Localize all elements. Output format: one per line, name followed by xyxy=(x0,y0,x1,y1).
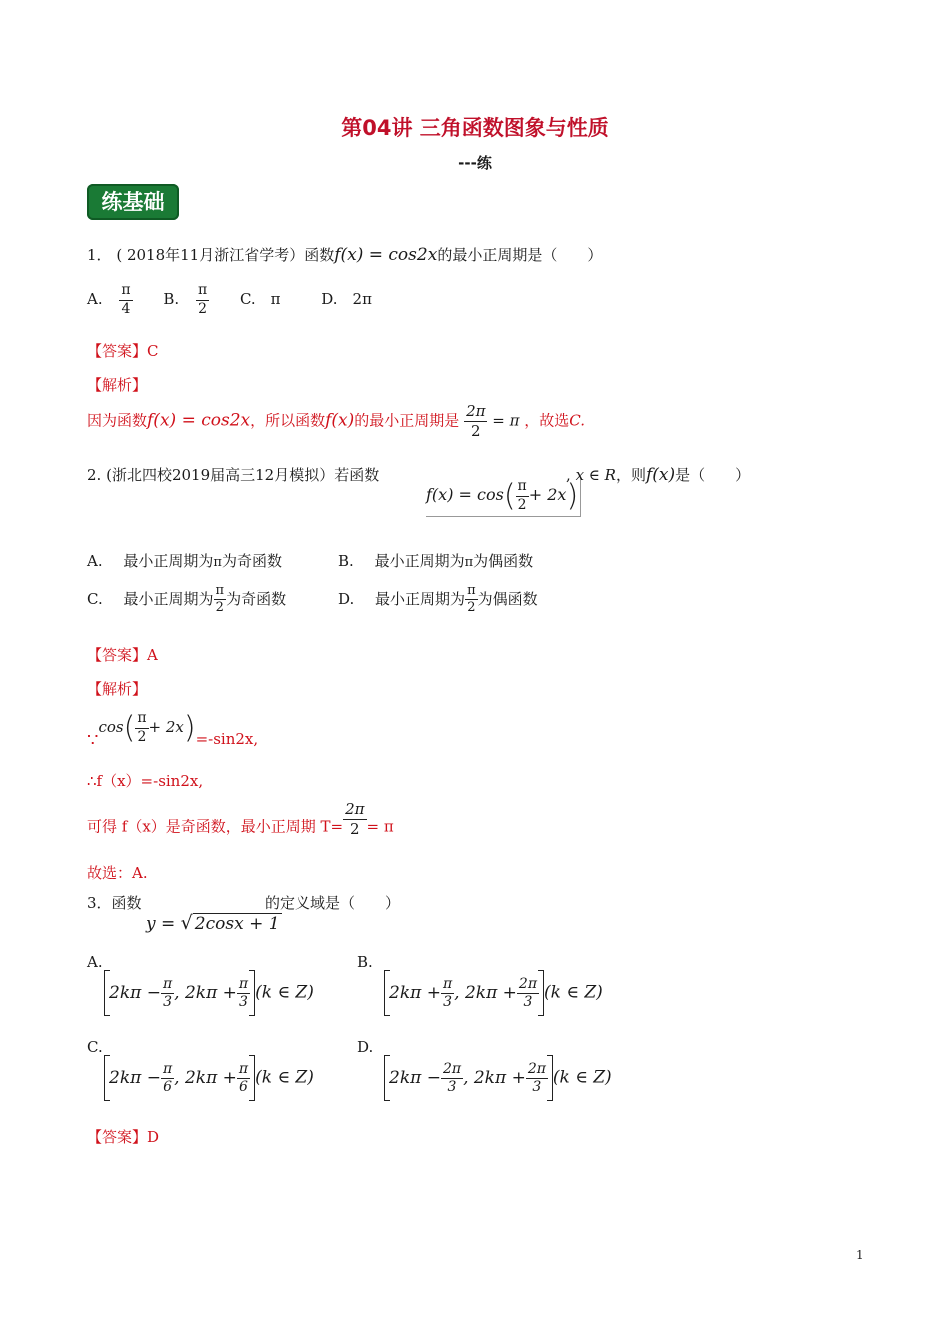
q2-number: 2. xyxy=(87,466,102,484)
q3-func: y = √ 2cosx + 1 xyxy=(146,912,280,934)
q1-option-c: C. π xyxy=(239,290,281,308)
q1-number: 1． xyxy=(87,246,112,264)
q2-analysis-line1: ∵cos( $\frac{\pi}{2}$ + 2x)=-sin2x, xyxy=(87,710,259,751)
page-number: 1 xyxy=(856,1248,864,1262)
q1-source: ( 2018年11月浙江省学考）函数 xyxy=(116,246,335,264)
q2-option-a: A. 最小正周期为π为奇函数 xyxy=(87,552,282,570)
page-subtitle: ---练 xyxy=(458,154,492,172)
q1-option-a-frac: $\frac{\pi}{4}$ xyxy=(121,282,131,317)
q1-analysis-label: 【解析】 xyxy=(87,376,148,394)
q2-analysis-label: 【解析】 xyxy=(87,680,148,698)
q1-analysis: 因为函数f(x) = cos2x，所以函数f(x)的最小正周期是 $\frac{2\pi}{2}$ = π ，故选C. xyxy=(87,402,585,440)
section-badge: 练基础 xyxy=(87,184,179,220)
q1-option-b-frac: $\frac{\pi}{2}$ xyxy=(197,282,208,317)
q1-option-a: A. $\frac{\pi}{4}$ xyxy=(87,282,131,317)
q3-option-c: 2kπ − $\frac{\pi}{6}$ , 2kπ + $\frac{\pi}{6}$ (k ∈ Z) xyxy=(104,1055,314,1101)
q1-answer: 【答案】C xyxy=(87,342,159,360)
q1-options xyxy=(87,282,372,318)
q2-stem xyxy=(87,464,379,485)
q3-option-d-label: D. xyxy=(357,1038,374,1056)
q3-option-b-label: B. xyxy=(357,953,373,971)
q3-answer: 【答案】D xyxy=(87,1128,160,1146)
q2-option-b: B. 最小正周期为π为偶函数 xyxy=(338,552,534,570)
q1-period-frac: $\frac{2\pi}{2}$ xyxy=(466,402,486,440)
q1-option-d: D. 2π xyxy=(321,290,372,308)
q3-number: 3． xyxy=(87,894,112,912)
q3-stem-tail: 的定义域是（ ） xyxy=(265,894,401,912)
q3-option-a: 2kπ − $\frac{\pi}{3}$ , 2kπ + $\frac{\pi}{3}$ (k ∈ Z) xyxy=(104,970,314,1016)
q1-stem-tail: 的最小正周期是（ ） xyxy=(437,246,603,264)
q2-stem-tail: , x ∈ R，则f(x)是（ ） xyxy=(566,465,751,485)
q2-option-d: D. 最小正周期为 $\frac{\pi}{2}$ 为偶函数 xyxy=(338,583,538,616)
page-title: 第04讲 三角函数图象与性质 xyxy=(341,116,609,140)
q3-option-c-label: C. xyxy=(87,1038,103,1056)
q2-analysis-line4: 故选：A. xyxy=(87,864,148,882)
q2-option-c: C. 最小正周期为 $\frac{\pi}{2}$ 为奇函数 xyxy=(87,583,287,616)
q2-source: (浙北四校2019届高三12月模拟）若函数 xyxy=(106,466,380,484)
q1-option-b: B. $\frac{\pi}{2}$ xyxy=(163,282,208,317)
q2-analysis-line3: 可得 f（x）是奇函数，最小正周期 T= $\frac{2\pi}{2}$ = π xyxy=(87,800,394,838)
q2-answer: 【答案】A xyxy=(87,646,158,664)
q3-option-d: 2kπ − $\frac{2\pi}{3}$ , 2kπ + $\frac{2\pi}{3}$ (k ∈ Z) xyxy=(384,1055,612,1101)
q3-option-b: 2kπ + $\frac{\pi}{3}$ , 2kπ + $\frac{2\pi}{3}$ (k ∈ Z) xyxy=(384,970,603,1016)
q1-analysis-func: f(x) = cos2x xyxy=(147,410,251,431)
q2-func: f(x) = cos( $\frac{\pi}{2}$ + 2x) xyxy=(426,478,581,517)
q2-analysis-line2: ∴f（x）=-sin2x, xyxy=(87,772,204,790)
q1-stem xyxy=(87,244,602,265)
q3-stem: 3．函数 xyxy=(87,894,142,912)
q1-func: f(x) = cos2x xyxy=(334,245,438,265)
q3-option-a-label: A. xyxy=(87,953,103,971)
